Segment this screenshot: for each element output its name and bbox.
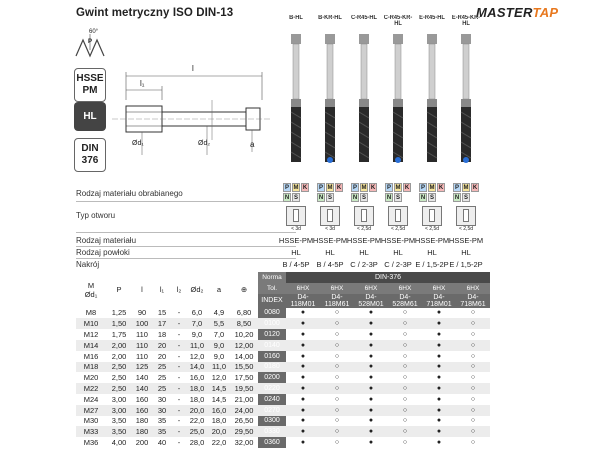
availability-mark: ○ — [470, 352, 476, 360]
cell: M18 — [76, 362, 106, 373]
availability-mark: ● — [286, 362, 320, 373]
hole-depth-note: < 2,5d — [458, 226, 474, 232]
availability-mark: ○ — [320, 318, 354, 329]
cell: 16,0 — [189, 373, 205, 383]
availability-mark: ● — [300, 439, 306, 447]
tap-drawing: l l₁ Ød₁ Ød₂ a — [112, 60, 272, 170]
cell-material: HSSE-PM — [312, 236, 348, 245]
cell: M20 — [83, 373, 99, 383]
availability-mark: ○ — [402, 309, 408, 317]
availability-mark: ○ — [470, 374, 476, 382]
index-cell: D4-118M61 — [320, 294, 354, 308]
availability-mark: ● — [354, 405, 388, 416]
availability-mark: ○ — [334, 352, 340, 360]
cell: 9,0 — [213, 351, 225, 361]
cell-holes: HL — [427, 248, 437, 257]
cell: 110 — [136, 330, 148, 340]
availability-mark: ○ — [456, 426, 490, 437]
availability-mark: ○ — [320, 362, 354, 373]
table-row — [76, 362, 490, 373]
table-row — [76, 383, 490, 394]
table-row — [76, 394, 490, 405]
cell-chamfer: B / 4-5P — [282, 260, 310, 269]
cell: 140 — [135, 373, 149, 383]
index-cell: D4-528M61 — [388, 294, 422, 308]
availability-mark: ● — [354, 426, 388, 437]
cell: M10 — [76, 318, 106, 329]
availability-mark: ○ — [334, 395, 340, 403]
table-row — [76, 426, 490, 437]
cell: 30 — [152, 405, 172, 416]
availability-mark: ● — [436, 417, 442, 425]
cell: 7,0 — [186, 318, 208, 329]
availability-mark: ○ — [388, 340, 422, 351]
cell: 180 — [132, 426, 152, 437]
availability-mark: ● — [422, 383, 456, 394]
availability-mark: ● — [436, 352, 442, 360]
cell: 1,25 — [111, 308, 127, 318]
table-row — [76, 340, 490, 351]
norma-value: DIN-376 — [286, 272, 490, 283]
availability-mark: ○ — [402, 331, 408, 339]
availability-mark: ○ — [334, 417, 340, 425]
table-row — [76, 351, 490, 362]
availability-mark: ● — [354, 362, 388, 373]
cell: 35 — [152, 426, 172, 437]
cell: 26,50 — [234, 416, 254, 426]
cell-holes: HL — [393, 248, 403, 257]
cell: M22 — [76, 383, 106, 394]
row-label-material-processed: Rodzaj materiału obrabianego — [76, 189, 183, 198]
tool-code-b-hl: B-HL — [289, 15, 303, 21]
cell: 4,00 — [111, 438, 127, 448]
cell: 180 — [135, 416, 149, 426]
cell: 15,50 — [230, 362, 258, 373]
availability-mark: ● — [300, 374, 306, 382]
availability-mark: ○ — [388, 405, 422, 416]
tolerance-cell: 6HX — [422, 283, 456, 294]
availability-mark: ● — [436, 331, 442, 339]
cell: 140 — [132, 383, 152, 394]
availability-mark: ● — [422, 405, 456, 416]
header-5: l₂ — [176, 285, 182, 295]
hsse-pm-icon: HSSE PM — [74, 68, 106, 102]
cell: 9,0 — [208, 340, 230, 351]
cell: - — [172, 318, 186, 329]
cell: 5,5 — [208, 318, 230, 329]
index-code: 0300 — [258, 416, 286, 427]
material-grid: P M K N S — [318, 185, 342, 201]
cell: 14,0 — [186, 362, 208, 373]
index-cell: D4-118M01 — [286, 294, 320, 308]
availability-mark: ● — [368, 417, 374, 425]
availability-mark: ● — [300, 395, 306, 403]
availability-mark: ● — [300, 352, 306, 360]
cell: 35 — [157, 416, 167, 426]
cell: 100 — [132, 318, 152, 329]
cell: M27 — [76, 405, 106, 416]
availability-mark: ● — [300, 417, 306, 425]
cell-holes: HL — [291, 248, 301, 257]
cell-material: HSSE-PM — [380, 236, 416, 245]
cell: 22,0 — [189, 416, 205, 426]
cell-material: HSSE-PM — [448, 236, 484, 245]
material-grid: P M K N S — [284, 185, 308, 201]
norma-label: Norma — [258, 272, 286, 283]
availability-mark: ○ — [456, 383, 490, 394]
hole-depth-note: < 2,5d — [424, 226, 440, 232]
row-label-tool-material: Rodzaj materiału — [76, 236, 137, 245]
availability-mark: ● — [368, 395, 374, 403]
availability-mark: ● — [300, 309, 306, 317]
cell: 200 — [135, 438, 149, 448]
index-code: 0270 — [258, 405, 286, 416]
cell: - — [177, 330, 181, 340]
cell: 18 — [157, 330, 167, 340]
cell-chamfer: C / 2-3P — [384, 260, 412, 269]
brand-logo: MASTERTAP — [476, 5, 559, 20]
index-cell: D4-718M61 — [456, 294, 490, 308]
cell: M16 — [83, 351, 99, 361]
cell: 9,0 — [191, 330, 203, 340]
cell-holes: HL — [359, 248, 369, 257]
cell: 3,00 — [111, 394, 127, 404]
availability-mark: ○ — [470, 395, 476, 403]
blind-hole-icon — [456, 206, 476, 226]
divider — [76, 246, 296, 247]
availability-mark: ● — [368, 309, 374, 317]
cell: 2,50 — [106, 383, 132, 394]
cell: 3,00 — [106, 405, 132, 416]
cell: 160 — [135, 394, 149, 404]
cell: - — [172, 405, 186, 416]
availability-mark: ○ — [402, 352, 408, 360]
cell-chamfer: E / 1,5-2P — [415, 260, 449, 269]
index-code: 0180 — [258, 362, 286, 373]
row-label-hole-type: Typ otworu — [76, 211, 116, 220]
cell: 3,50 — [111, 416, 127, 426]
cell: 21,00 — [234, 394, 254, 404]
cell: 125 — [132, 362, 152, 373]
availability-mark: ○ — [320, 426, 354, 437]
cell: - — [177, 351, 181, 361]
cell: 25 — [152, 383, 172, 394]
cell: 2,50 — [111, 373, 127, 383]
hole-depth-note: < 3d — [291, 226, 301, 232]
cell-holes: HL — [461, 248, 471, 257]
header-6: Ød₂ — [190, 285, 204, 295]
page-title: Gwint metryczny ISO DIN-13 — [76, 7, 234, 19]
tool-code-e-r45-kr-hl: E-R45-KR-HL — [451, 15, 481, 27]
availability-mark: ● — [286, 405, 320, 416]
availability-mark: ○ — [470, 439, 476, 447]
availability-mark: ○ — [470, 331, 476, 339]
cell: 29,50 — [230, 426, 258, 437]
cell-material: HSSE-PM — [278, 236, 314, 245]
cell: 11,0 — [208, 362, 230, 373]
availability-mark: ○ — [320, 405, 354, 416]
availability-mark: ○ — [402, 439, 408, 447]
table-row — [76, 318, 490, 329]
tap-image — [459, 32, 473, 172]
cell: 90 — [137, 308, 147, 318]
cell: 12,0 — [189, 351, 205, 361]
cell: 14,5 — [211, 394, 227, 404]
availability-mark: ○ — [470, 417, 476, 425]
cell-chamfer: C / 2-3P — [350, 260, 378, 269]
cell: 32,00 — [234, 438, 254, 448]
tolerance-cell: 6HX — [388, 283, 422, 294]
index-code: 0100 — [258, 318, 286, 329]
index-code: 0360 — [258, 437, 286, 448]
tool-code-b-kr-hl: B-KR-HL — [318, 15, 342, 21]
cell-holes: HL — [325, 248, 335, 257]
tool-code-c-r45-kr-hl: C-R45-KR-HL — [383, 15, 413, 27]
cell: 1,50 — [106, 318, 132, 329]
index-code: 0080 — [258, 308, 286, 319]
tolerance-cell: 6HX — [456, 283, 490, 294]
cell: 20 — [157, 351, 167, 361]
hole-depth-note: < 2,5d — [356, 226, 372, 232]
availability-mark: ○ — [334, 309, 340, 317]
cell: - — [172, 383, 186, 394]
table-row — [76, 405, 490, 416]
table-row — [76, 308, 490, 319]
availability-mark: ○ — [470, 309, 476, 317]
availability-mark: ○ — [320, 340, 354, 351]
availability-mark: ● — [286, 318, 320, 329]
availability-mark: ○ — [402, 417, 408, 425]
cell-chamfer: E / 1,5-2P — [449, 260, 483, 269]
availability-mark: ● — [354, 318, 388, 329]
availability-mark: ○ — [456, 405, 490, 416]
availability-mark: ● — [368, 374, 374, 382]
availability-mark: ● — [368, 331, 374, 339]
header-2: P — [116, 285, 122, 295]
availability-mark: ● — [422, 362, 456, 373]
material-grid: P M K N S — [420, 185, 444, 201]
availability-mark: ● — [436, 374, 442, 382]
blind-hole-icon — [354, 206, 374, 226]
divider — [76, 201, 296, 202]
header-4: l₁ — [159, 285, 165, 295]
availability-mark: ○ — [456, 340, 490, 351]
cell: 160 — [132, 405, 152, 416]
availability-mark: ○ — [334, 331, 340, 339]
availability-mark: ○ — [402, 374, 408, 382]
tolerance-cell: 6HX — [354, 283, 388, 294]
cell: 3,50 — [106, 426, 132, 437]
availability-mark: ● — [354, 383, 388, 394]
availability-mark: ● — [436, 395, 442, 403]
cell: - — [172, 426, 186, 437]
cell: 110 — [132, 340, 152, 351]
availability-mark: ● — [354, 340, 388, 351]
index-code: 0240 — [258, 394, 286, 405]
cell: 20,0 — [186, 405, 208, 416]
cell: 14,00 — [234, 351, 254, 361]
cell: 7,0 — [213, 330, 225, 340]
thread-angle-icon: 60° P — [74, 30, 108, 58]
blind-hole-icon — [388, 206, 408, 226]
index-code: 0160 — [258, 351, 286, 362]
index-cell: D4-528M01 — [354, 294, 388, 308]
cell: 11,0 — [186, 340, 208, 351]
cell-chamfer: B / 4-5P — [316, 260, 344, 269]
cell: M14 — [76, 340, 106, 351]
availability-mark: ● — [300, 331, 306, 339]
availability-mark: ○ — [334, 374, 340, 382]
availability-mark: ○ — [388, 383, 422, 394]
material-grid: P M K N S — [454, 185, 478, 201]
index-code: 0220 — [258, 383, 286, 394]
availability-mark: ● — [436, 439, 442, 447]
row-label-coating: Rodzaj powłoki — [76, 248, 130, 257]
cell: M8 — [85, 308, 97, 318]
cell: 10,20 — [234, 330, 254, 340]
tap-image — [289, 32, 303, 172]
cell: 14,5 — [208, 383, 230, 394]
cell: - — [172, 362, 186, 373]
cell: 25 — [157, 373, 167, 383]
header-m: M Ød₁ — [84, 280, 98, 299]
cell: 25,0 — [186, 426, 208, 437]
tolerance-cell: 6HX — [320, 283, 354, 294]
cell-material: HSSE-PM — [414, 236, 450, 245]
cell: 24,00 — [230, 405, 258, 416]
index-cell: D4-718M01 — [422, 294, 456, 308]
blind-hole-icon — [422, 206, 442, 226]
cell: - — [177, 373, 181, 383]
tap-image — [357, 32, 371, 172]
availability-mark: ● — [286, 383, 320, 394]
table-row — [76, 329, 490, 340]
cell: M12 — [83, 330, 99, 340]
cell-material: HSSE-PM — [346, 236, 382, 245]
cell: M33 — [76, 426, 106, 437]
availability-mark: ● — [368, 352, 374, 360]
cell: - — [172, 340, 186, 351]
hole-depth-note: < 3d — [325, 226, 335, 232]
cell: - — [177, 394, 181, 404]
cell: M36 — [83, 438, 99, 448]
availability-mark: ○ — [456, 318, 490, 329]
cell: 4,9 — [213, 308, 225, 318]
availability-mark: ● — [422, 426, 456, 437]
cell: 20,0 — [208, 426, 230, 437]
availability-mark: ● — [436, 309, 442, 317]
index-code: 0120 — [258, 329, 286, 340]
tool-code-c-r45-hl: C-R45-HL — [351, 15, 377, 21]
cell: 28,0 — [189, 438, 205, 448]
din-376-icon: DIN 376 — [74, 138, 106, 172]
availability-mark: ○ — [320, 383, 354, 394]
table-row — [76, 416, 490, 427]
material-grid: P M K N S — [352, 185, 376, 201]
header-3: l — [141, 285, 143, 295]
cell: 6,80 — [236, 308, 252, 318]
availability-mark: ● — [286, 426, 320, 437]
table-header-row — [76, 272, 490, 283]
cell: 17,50 — [234, 373, 254, 383]
availability-mark: ○ — [388, 318, 422, 329]
index-code: 0140 — [258, 340, 286, 351]
availability-mark: ○ — [388, 426, 422, 437]
hl-icon: HL — [74, 102, 106, 131]
tap-image — [391, 32, 405, 172]
availability-mark: ○ — [456, 362, 490, 373]
material-grid: P M K N S — [386, 185, 410, 201]
cell: - — [177, 308, 181, 318]
index-code: 0200 — [258, 372, 286, 383]
tolerance-cell: 6HX — [286, 283, 320, 294]
tool-code-e-r45-hl: E-R45-HL — [419, 15, 445, 21]
tap-image — [323, 32, 337, 172]
cell: 30 — [157, 394, 167, 404]
availability-mark: ○ — [402, 395, 408, 403]
tol-label: Tol. — [258, 283, 286, 294]
cell: 2,00 — [106, 340, 132, 351]
availability-mark: ● — [368, 439, 374, 447]
cell: 12,00 — [230, 340, 258, 351]
cell: 18,0 — [189, 394, 205, 404]
availability-mark: ● — [286, 340, 320, 351]
availability-mark: ● — [422, 318, 456, 329]
header-7: a — [216, 285, 222, 295]
cell: 16,0 — [208, 405, 230, 416]
divider — [76, 232, 296, 233]
cell: M24 — [83, 394, 99, 404]
cell: 19,50 — [230, 383, 258, 394]
cell: 18,0 — [211, 416, 227, 426]
cell: 20 — [152, 340, 172, 351]
cell: - — [177, 416, 181, 426]
blind-hole-icon — [286, 206, 306, 226]
cell: 12,0 — [211, 373, 227, 383]
availability-mark: ○ — [388, 362, 422, 373]
cell: 2,50 — [106, 362, 132, 373]
cell: 18,0 — [186, 383, 208, 394]
cell: 8,50 — [230, 318, 258, 329]
cell: 6,0 — [191, 308, 203, 318]
hole-depth-note: < 2,5d — [390, 226, 406, 232]
cell: 22,0 — [211, 438, 227, 448]
table-row — [76, 372, 490, 383]
availability-mark: ○ — [334, 439, 340, 447]
table-row — [76, 437, 490, 448]
cell: 25 — [152, 362, 172, 373]
row-label-chamfer: Nakrój — [76, 260, 100, 269]
availability-mark: ● — [422, 340, 456, 351]
cell: 1,75 — [111, 330, 127, 340]
cell: 2,00 — [111, 351, 127, 361]
index-label: INDEX — [258, 294, 286, 308]
cell: 17 — [152, 318, 172, 329]
cell: - — [177, 438, 181, 448]
blind-hole-icon — [320, 206, 340, 226]
cell: 40 — [157, 438, 167, 448]
divider — [76, 258, 296, 259]
header-gauge-icon: ⊕ — [240, 285, 248, 295]
cell: 110 — [136, 351, 148, 361]
spec-table — [76, 272, 490, 448]
cell: 15 — [157, 308, 167, 318]
cell: M30 — [83, 416, 99, 426]
tap-image — [425, 32, 439, 172]
index-code: 0330 — [258, 426, 286, 437]
